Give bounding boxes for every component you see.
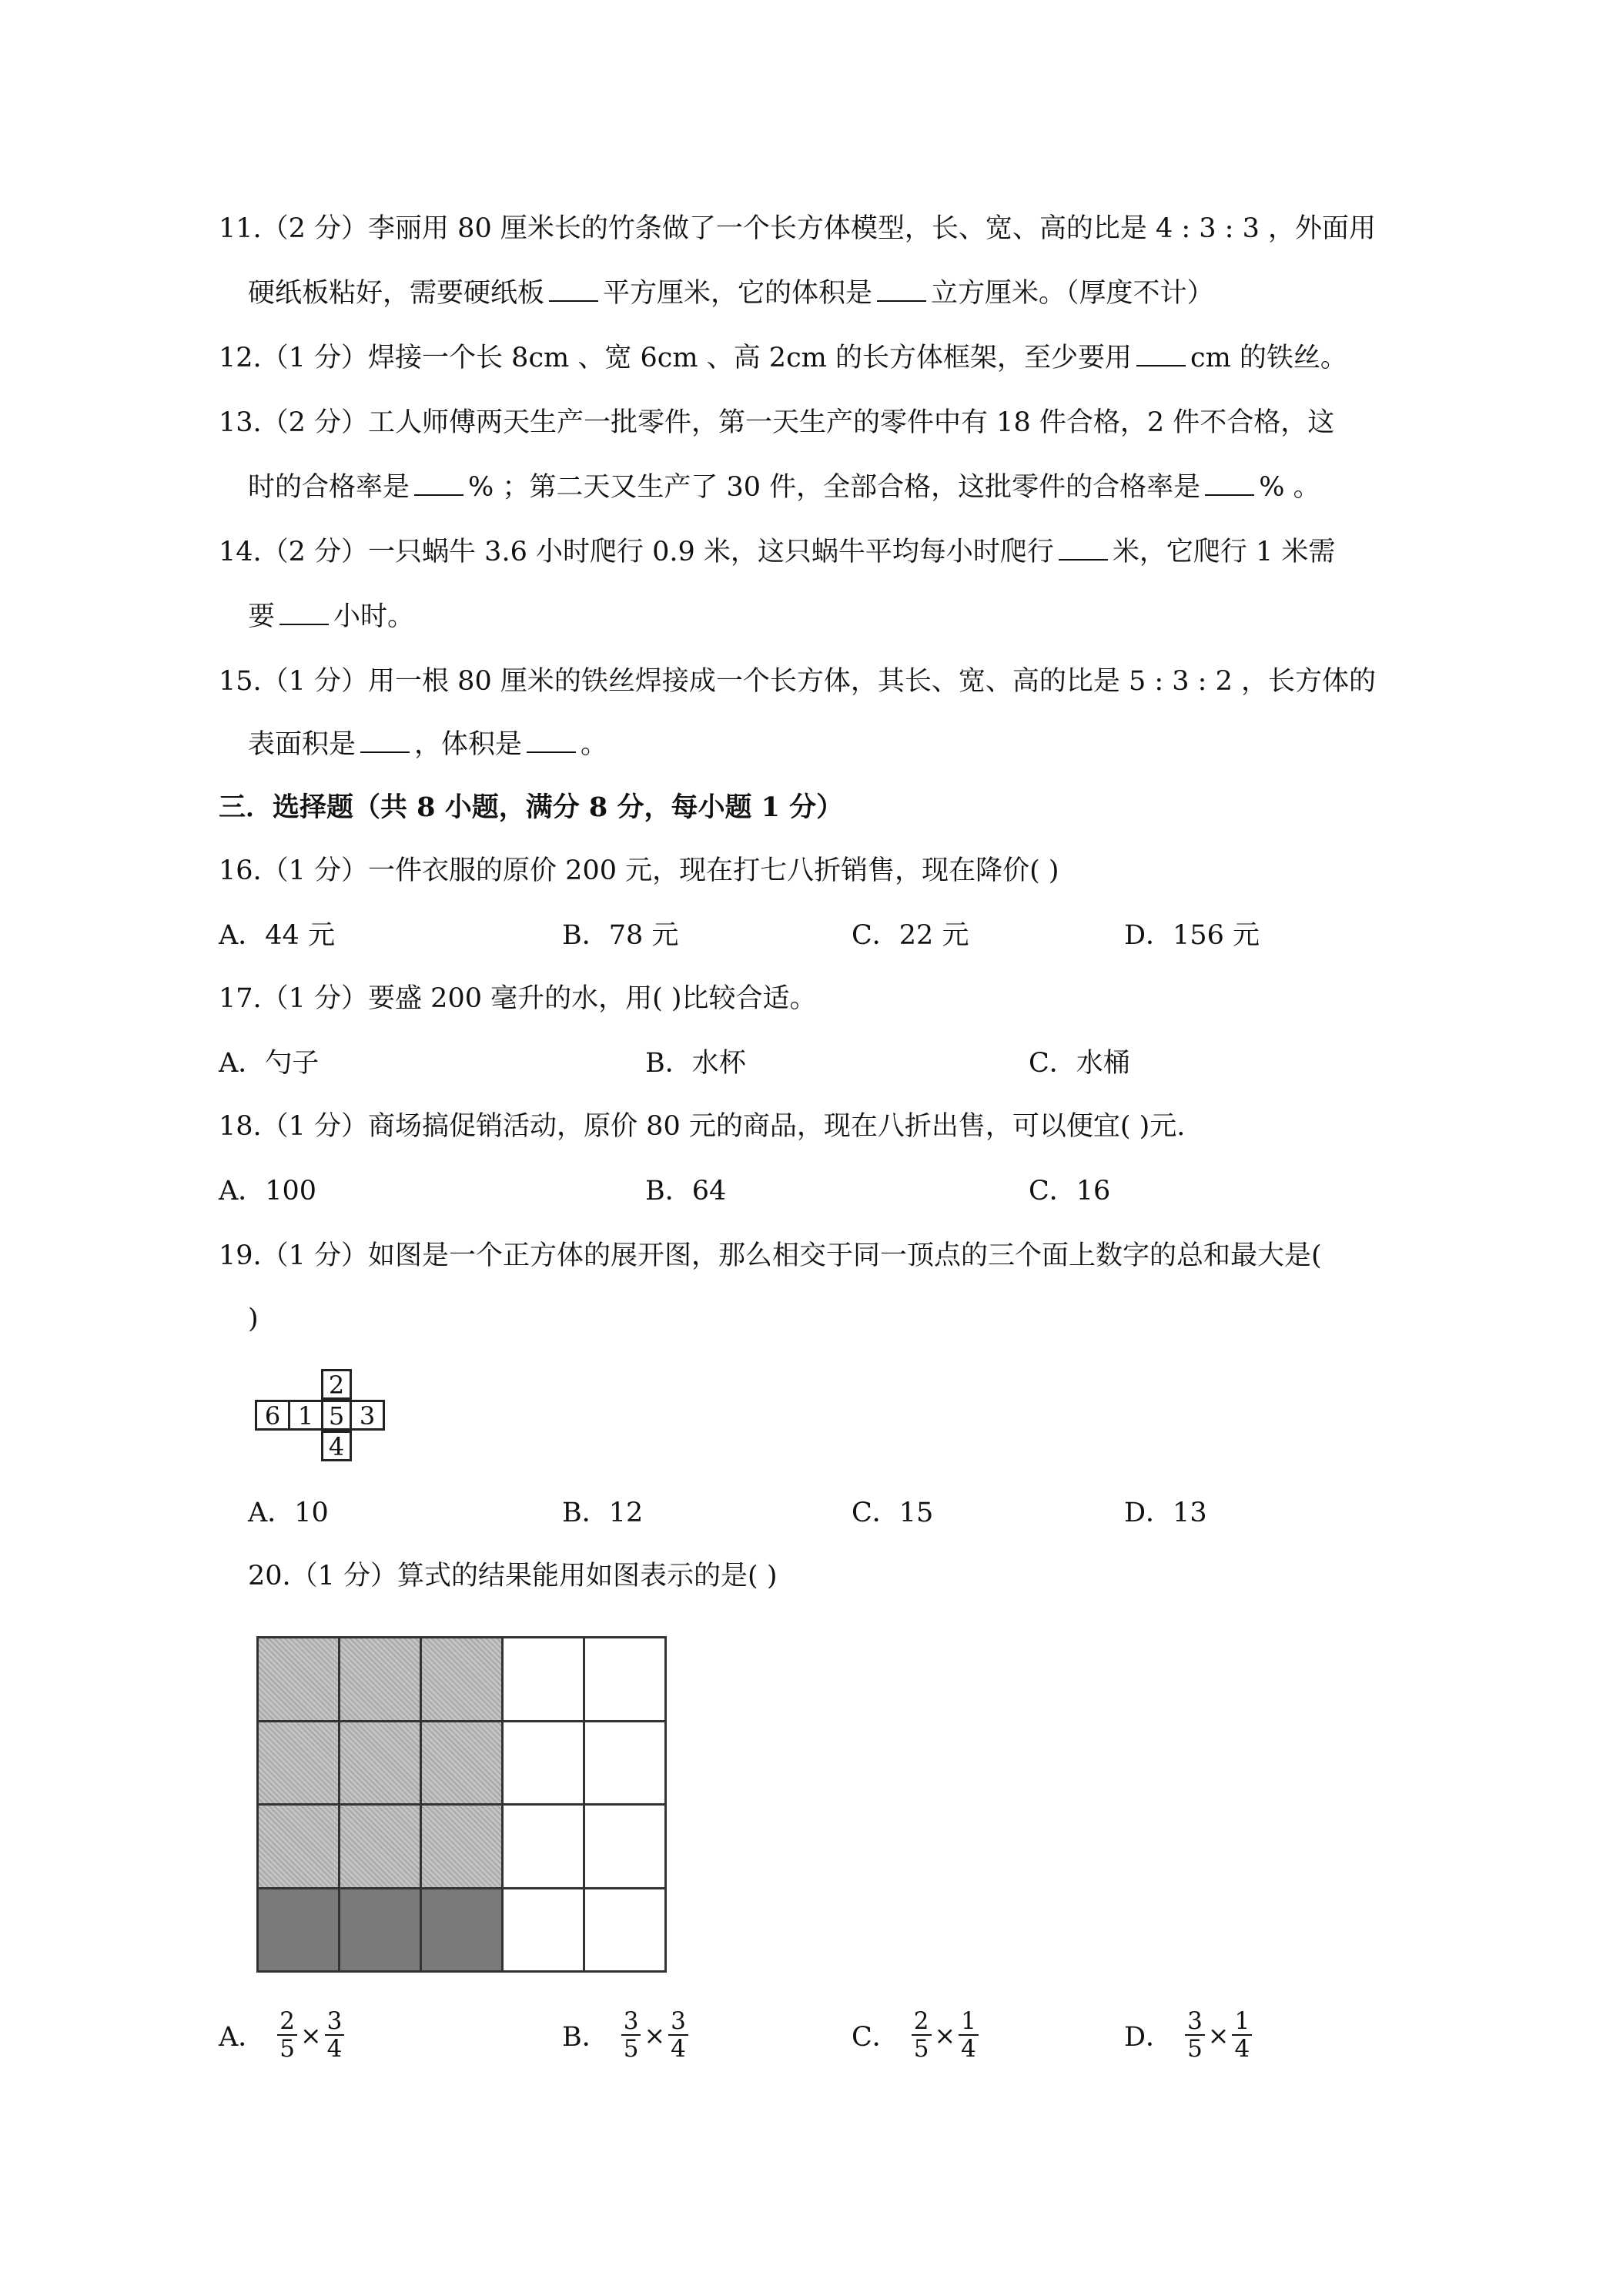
q20-stem: 20.（1 分）算式的结果能用如图表示的是( ) [248,1561,778,1591]
grid-cell [501,1720,585,1806]
grid-cell [338,1636,422,1722]
q16-option-a[interactable]: A．44 元 [219,920,335,951]
grid-cell [338,1720,422,1806]
grid-cell [583,1887,667,1973]
answer-blank[interactable] [1059,536,1108,561]
grid-cell [256,1803,340,1889]
fraction [912,2008,932,2062]
numerator: 3 [621,2008,641,2036]
numerator: 1 [1232,2008,1252,2036]
q15-line2: 表面积是 ，体积是 。 [248,729,608,760]
q16-stem: 16.（1 分）一件衣服的原价 200 元，现在打七八折销售，现在降价( ) [219,855,1059,886]
grid-cell [338,1803,422,1889]
grid-cell [420,1720,504,1806]
net-face-top: 2 [321,1369,352,1400]
numerator: 3 [1185,2008,1205,2036]
grid-cell [583,1636,667,1722]
option-label: A． [219,2022,266,2053]
times-sign: × [644,2020,666,2050]
q13-line1: 13.（2 分）工人师傅两天生产一批零件，第一天生产的零件中有 18 件合格，2 件不合格，这 [219,407,1335,438]
q14-line1: 14.（2 分）一只蜗牛 3.6 小时爬行 0.9 米，这只蜗牛平均每小时爬行 米，它爬行 1 米需 [219,537,1336,567]
q20-option-d[interactable] [1124,2008,1253,2062]
denominator: 4 [1234,2035,1250,2063]
fraction [277,2008,297,2062]
answer-blank[interactable] [414,471,463,496]
grid-cell [256,1720,340,1806]
denominator: 5 [913,2035,929,2063]
q19-stem-close: ) [248,1304,259,1334]
fraction [325,2008,345,2062]
section-title: 三．选择题（共 8 小题，满分 8 分，每小题 1 分） [219,792,844,823]
net-face: 1 [288,1400,323,1431]
times-sign: × [1207,2020,1230,2050]
numerator: 3 [668,2008,688,2036]
grid-cell [420,1636,504,1722]
net-face: 6 [255,1400,290,1431]
answer-blank[interactable] [1205,471,1254,496]
q11-line1: 11.（2 分）李丽用 80 厘米长的竹条做了一个长方体模型，长、宽、高的比是 4 : 3 : 3 ，外面用 [219,213,1376,244]
fraction [959,2008,979,2062]
fraction [1232,2008,1252,2062]
q18-stem: 18.（1 分）商场搞促销活动，原价 80 元的商品，现在八折出售，可以便宜( )元. [219,1111,1186,1142]
denominator: 4 [961,2035,976,2063]
q18-option-c[interactable]: C．16 [1029,1176,1111,1207]
q16-option-c[interactable]: C．22 元 [852,920,969,951]
grid-cell [256,1636,340,1722]
fraction-area-grid [256,1636,664,1970]
grid-cell [501,1636,585,1722]
numerator: 2 [277,2008,297,2036]
grid-cell [338,1887,422,1973]
denominator: 4 [671,2035,686,2063]
answer-blank[interactable] [877,277,926,302]
numerator: 3 [325,2008,345,2036]
q13-line2: 时的合格率是 % ；第二天又生产了 30 件，全部合格，这批零件的合格率是 % 。 [248,472,1320,503]
grid-cell [583,1803,667,1889]
grid-cell [501,1803,585,1889]
answer-blank[interactable] [527,728,576,753]
answer-blank[interactable] [1136,342,1186,366]
answer-blank[interactable] [360,728,410,753]
fraction [1185,2008,1205,2062]
times-sign: × [300,2020,322,2050]
net-face: 5 [321,1400,352,1431]
fraction [668,2008,688,2062]
q15-line1: 15.（1 分）用一根 80 厘米的铁丝焊接成一个长方体，其长、宽、高的比是 5 : 3 : 2 ，长方体的 [219,666,1376,697]
fraction [621,2008,641,2062]
q17-option-b[interactable]: B．水杯 [645,1048,746,1079]
q20-option-c[interactable] [852,2008,980,2062]
q17-option-a[interactable]: A．勺子 [219,1048,320,1079]
numerator: 1 [959,2008,979,2036]
grid-cell [420,1803,504,1889]
net-face: 3 [350,1400,385,1431]
denominator: 5 [623,2035,639,2063]
q19-option-b[interactable]: B．12 [562,1498,644,1528]
grid-cell [420,1887,504,1973]
times-sign: × [934,2020,956,2050]
q18-option-a[interactable]: A．100 [219,1176,317,1207]
numerator: 2 [912,2008,932,2036]
q20-option-b[interactable] [562,2008,690,2062]
option-label: C． [852,2022,899,2053]
q19-option-d[interactable]: D．13 [1124,1498,1207,1528]
q17-option-c[interactable]: C．水桶 [1029,1048,1130,1079]
q16-option-b[interactable]: B．78 元 [562,920,679,951]
q12-stem: 12.（1 分）焊接一个长 8cm 、宽 6cm 、高 2cm 的长方体框架，至少要用 cm 的铁丝。 [219,343,1347,373]
answer-blank[interactable] [549,277,598,302]
q19-option-a[interactable]: A．10 [248,1498,329,1528]
denominator: 5 [1187,2035,1203,2063]
answer-blank[interactable] [279,601,329,625]
q14-line2: 要 小时。 [248,601,415,632]
q19-stem: 19.（1 分）如图是一个正方体的展开图，那么相交于同一顶点的三个面上数字的总和最大是( [219,1240,1322,1271]
option-label: B． [562,2022,609,2053]
q20-option-a[interactable] [219,2008,346,2062]
q18-option-b[interactable]: B．64 [645,1176,727,1207]
option-label: D． [1124,2022,1173,2053]
grid-cell [583,1720,667,1806]
q17-stem: 17.（1 分）要盛 200 毫升的水，用( )比较合适。 [219,983,817,1014]
grid-cell [501,1887,585,1973]
q16-option-d[interactable]: D．156 元 [1124,920,1260,951]
grid-cell [256,1887,340,1973]
denominator: 4 [326,2035,343,2063]
q11-line2: 硬纸板粘好，需要硬纸板 平方厘米，它的体积是 立方厘米。（厚度不计） [248,278,1214,309]
net-face-bottom: 4 [321,1431,352,1461]
denominator: 5 [279,2035,296,2063]
q19-option-c[interactable]: C．15 [852,1498,934,1528]
